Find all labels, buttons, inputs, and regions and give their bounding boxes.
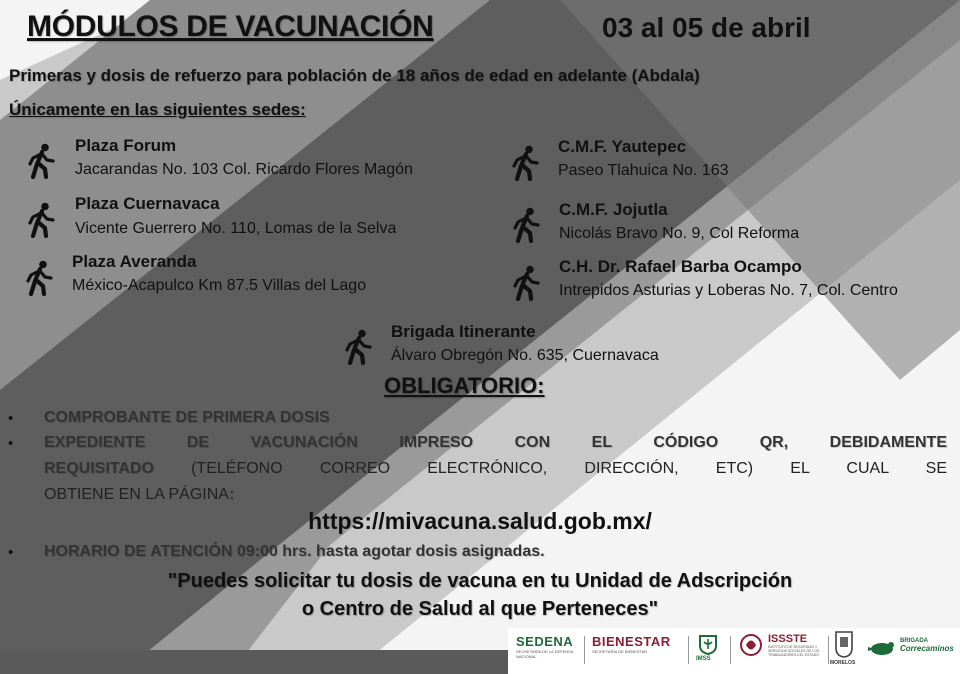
requirement-text: EXPEDIENTE DE VACUNACIÓN IMPRESO CON EL CÓDIGO QR, DEBIDAMENTE [44, 434, 947, 451]
walking-person-icon [24, 260, 54, 296]
logo-divider [730, 636, 731, 664]
footer-quote-line2: o Centro de Salud al que Perteneces" [301, 598, 659, 620]
walking-person-icon [511, 265, 541, 301]
colon: : [228, 486, 235, 503]
poster-title: MÓDULOS DE VACUNACIÓN [27, 10, 434, 43]
walking-person-icon [343, 329, 373, 365]
site-address: Paseo Tlahuica No. 163 [558, 162, 729, 179]
walking-person-icon [26, 202, 56, 238]
requirement-details: OBTIENE EN LA PÁGINA [44, 486, 229, 503]
site-address: Jacarandas No. 103 Col. Ricardo Flores Magón [75, 161, 413, 178]
brigada-correcaminos-logo [866, 638, 896, 663]
sedena-subtitle: SECRETARÍA DE LA DEFENSA NACIONAL [516, 649, 574, 659]
issste-wordmark: ISSSTE [768, 633, 808, 645]
site-address: Álvaro Obregón No. 635, Cuernavaca [391, 347, 659, 364]
morelos-logo [830, 630, 856, 666]
walking-person-icon [510, 145, 540, 181]
imss-wordmark: IMSS [696, 656, 711, 662]
site-name: Brigada Itinerante [391, 322, 536, 341]
footer-quote-line1: "Puedes solicitar tu dosis de vacuna en tu Unidad de Adscripción [167, 570, 793, 592]
site-name: Plaza Forum [75, 136, 177, 155]
requirement-text: COMPROBANTE DE PRIMERA DOSIS [44, 409, 330, 426]
issste-logo [738, 632, 764, 667]
issste-subtitle: INSTITUTO DE SEGURIDAD Y SERVICIOS SOCIALES DE LOS TRABAJADORES DEL ESTADO [768, 645, 820, 657]
bienestar-wordmark: BIENESTAR [592, 634, 671, 649]
requirement-record-line3 [44, 486, 234, 504]
issste-text-block [768, 633, 826, 657]
bienestar-logo [592, 634, 671, 654]
institution-logos-strip [508, 628, 960, 674]
correcaminos-bird-icon [866, 638, 896, 658]
imss-logo [696, 632, 720, 661]
requirement-details: (TELÉFONO CORREO ELECTRÓNICO, DIRECCIÓN, ETC) EL CUAL SE [153, 460, 947, 477]
bienestar-subtitle: SECRETARÍA DE BIENESTAR [592, 649, 648, 654]
requirement-first-dose-proof [44, 409, 330, 427]
vaccine-registration-url[interactable]: https://mivacuna.salud.gob.mx/ [308, 508, 652, 534]
requirement-record-line1 [44, 434, 947, 452]
walking-person-icon [511, 207, 541, 243]
site-name: Plaza Cuernavaca [75, 194, 220, 213]
mandatory-heading: OBLIGATORIO: [384, 373, 545, 398]
bullet-dot: • [8, 435, 14, 452]
sites-heading: Únicamente en las siguientes sedes: [9, 100, 306, 119]
site-address: México-Acapulco Km 87.5 Villas del Lago [72, 277, 367, 294]
date-range: 03 al 05 de abril [602, 12, 811, 43]
walking-person-icon [26, 143, 56, 179]
brigada-text-block [900, 638, 954, 653]
requirement-record-line2 [44, 460, 947, 478]
target-population: Primeras y dosis de refuerzo para población de 18 años de edad en adelante (Abdala) [9, 66, 700, 85]
requirement-text: HORARIO DE ATENCIÓN 09:00 hrs. hasta agotar dosis asignadas. [44, 543, 545, 560]
site-address: Vicente Guerrero No. 110, Lomas de la Selva [75, 220, 397, 237]
morelos-shield-icon [834, 630, 854, 658]
site-name: Plaza Averanda [72, 252, 197, 271]
site-name: C.M.F. Jojutla [559, 200, 668, 219]
site-address: Nicolás Bravo No. 9, Col Reforma [559, 225, 800, 242]
sedena-wordmark: SEDENA [516, 634, 574, 649]
logo-divider [688, 636, 689, 664]
requirement-text: REQUISITADO [44, 460, 154, 477]
bullet-dot: • [8, 410, 14, 427]
bullet-dot: • [8, 544, 14, 561]
sedena-logo [516, 634, 576, 659]
morelos-wordmark: MORELOS [830, 660, 856, 666]
correcaminos-wordmark: Correcaminos [900, 644, 954, 653]
site-name: C.H. Dr. Rafael Barba Ocampo [559, 257, 802, 276]
brigada-wordmark: BRIGADA [900, 638, 928, 644]
site-name: C.M.F. Yautepec [558, 137, 687, 156]
site-address: Intrepidos Asturias y Loberas No. 7, Col. Centro [559, 282, 898, 299]
imss-emblem-icon [696, 632, 720, 656]
logo-divider [828, 636, 829, 664]
requirement-schedule [44, 543, 545, 561]
issste-emblem-icon [738, 632, 764, 662]
logo-divider [584, 636, 585, 664]
